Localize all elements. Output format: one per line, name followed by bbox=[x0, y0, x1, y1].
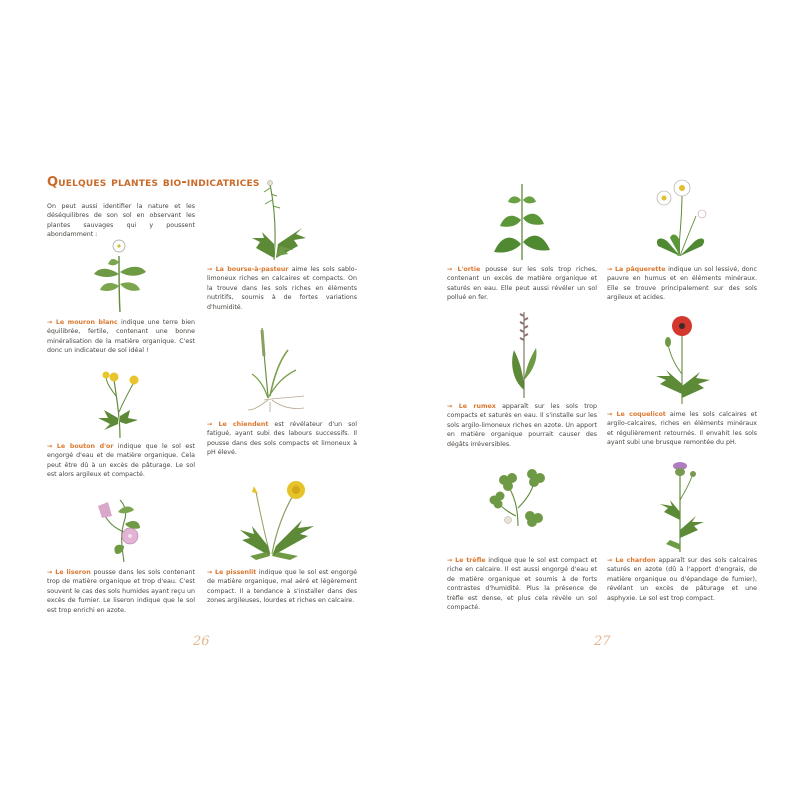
entry-coquelicot: → Le coquelicot aime les sols calcaires et argilo-calcaires, riches en éléments minéraux et régulièrement retournés. Il envahit les sols ayant subi une brusque remontée du pH. bbox=[607, 411, 757, 447]
entry-name: Le bouton d'or bbox=[56, 443, 114, 450]
page-number: 27 bbox=[594, 634, 611, 649]
entry-name: Le chardon bbox=[615, 557, 656, 564]
entry-name: La bourse-à-pasteur bbox=[215, 266, 289, 273]
page-number: 26 bbox=[193, 634, 210, 649]
entry-trefle: → Le trèfle indique que le sol est compact et riche en calcaire. Il est aussi engorgé d'eau et de matière organique et soumis à de forts contrastes d'humidité. Plus la présence de trèfle est dense, et plus cela révèle un sol compacté. bbox=[447, 557, 597, 612]
entry-liseron: → Le liseron pousse dans les sols contenant trop de matière organique et trop d'eau. C'est souvent le cas des sols humides ayant reçu un excès de fumier. Le liseron indique que le sol est trop enrichi en azote. bbox=[47, 569, 195, 614]
liseron-illustration bbox=[94, 492, 150, 564]
entry-name: Le trèfle bbox=[455, 557, 486, 564]
entry-name: Le rumex bbox=[458, 403, 496, 410]
chiendent-illustration bbox=[244, 326, 316, 414]
right-page bbox=[400, 0, 800, 800]
entry-name: Le coquelicot bbox=[616, 411, 666, 418]
entry-rumex: → Le rumex apparaît sur les sols trop compacts et saturés en eau. Il s'installe sur les sols argilo-limoneux riches en azote. Un apport en matière organique pourrait causer des dégâts irréversibles. bbox=[447, 403, 597, 448]
trefle-illustration bbox=[486, 462, 552, 528]
entry-pissenlit: → Le pissenlit indique que le sol est engorgé de matière organique, mal aéré et légèrement compact. Il a tendance à s'installer dans des zones argileuses, lourdes et riches en calcaire. bbox=[207, 569, 357, 605]
coquelicot-illustration bbox=[648, 314, 714, 406]
bouton-d-or-illustration bbox=[94, 366, 150, 440]
intro-text: On peut aussi identifier la nature et les déséquilibres de son sol en observant les plantes sauvages qui y poussent abondamment : bbox=[47, 203, 195, 239]
entry-name: L'ortie bbox=[457, 266, 481, 273]
entry-mouron-blanc: → Le mouron blanc indique une terre bien équilibrée, fertile, contenant une bonne minéralisation de la matière organique. C'est donc un indicateur de sol idéal ! bbox=[47, 319, 196, 355]
entry-name: Le liseron bbox=[55, 569, 91, 576]
chardon-illustration bbox=[656, 460, 706, 554]
entry-paquerette: → La pâquerette indique un sol lessivé, donc pauvre en humus et en éléments minéraux. Elle se trouve principalement sur des sols argileux et acides. bbox=[607, 266, 758, 302]
entry-ortie: → L'ortie pousse sur les sols trop riches, contenant un excès de matière organique et saturés en eau. Elle peut aussi révéler un sol pollué en fer. bbox=[447, 266, 597, 302]
entry-name: Le pissenlit bbox=[215, 569, 257, 576]
entry-name: La pâquerette bbox=[614, 266, 666, 273]
ortie-illustration bbox=[490, 180, 554, 262]
rumex-illustration bbox=[504, 310, 544, 400]
mouron-blanc-illustration bbox=[92, 236, 148, 314]
page-title: Quelques plantes bio-indicatrices bbox=[47, 175, 260, 190]
entry-name: Le chiendent bbox=[218, 421, 269, 428]
entry-chiendent: → Le chiendent est révélateur d'un sol fatigué, ayant subi des labours successifs. Il pousse dans des sols compacts et limoneux à pH élevé. bbox=[207, 421, 357, 457]
entry-bouton-d-or: → Le bouton d'or indique que le sol est engorgé d'eau et de matière organique. Cela peut être dû à un excès de pâturage. Le sol est alors argileux et compacté. bbox=[47, 443, 195, 479]
paquerette-illustration bbox=[646, 176, 716, 262]
entry-bourse-a-pasteur: → La bourse-à-pasteur aime les sols sablo-limoneux riches en calcaires et compacts. On la trouve dans les sols riches en éléments nutritifs, soumis à de fortes variations d'humidité. bbox=[207, 266, 357, 311]
entry-name: Le mouron blanc bbox=[55, 319, 118, 326]
entry-chardon: → Le chardon apparaît sur des sols calcaires saturés en azote (dû à l'apport d'engrais, de matière organique ou d'épandage de fumier), révélant un excès de pâturage et une asphyxie. Le sol est trop compact. bbox=[607, 557, 757, 602]
pissenlit-illustration bbox=[238, 476, 322, 564]
bourse-a-pasteur-illustration bbox=[248, 178, 318, 262]
